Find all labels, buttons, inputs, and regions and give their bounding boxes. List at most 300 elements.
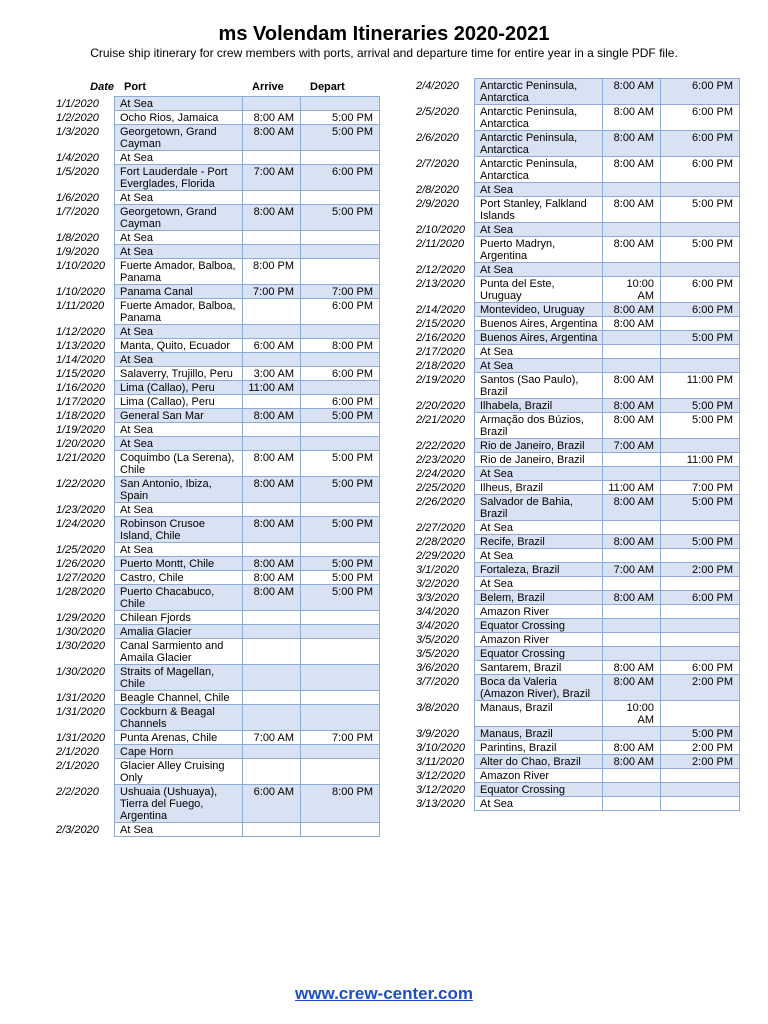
table-row bbox=[412, 548, 744, 562]
port-cell: Fuerte Amador, Balboa, Panama bbox=[114, 298, 242, 324]
itinerary-rows-left bbox=[52, 96, 384, 837]
arrive-cell: 8:00 AM bbox=[242, 110, 300, 124]
port-cell: Fort Lauderdale - Port Everglades, Florida bbox=[114, 164, 242, 190]
arrive-cell: 8:00 AM bbox=[602, 590, 660, 604]
arrive-cell: 8:00 AM bbox=[602, 104, 660, 130]
port-cell: Port Stanley, Falkland Islands bbox=[474, 196, 602, 222]
arrive-cell: 10:00 AM bbox=[602, 276, 660, 302]
port-cell: Amalia Glacier bbox=[114, 624, 242, 638]
port-cell: Puerto Chacabuco, Chile bbox=[114, 584, 242, 610]
port-cell: At Sea bbox=[474, 262, 602, 276]
depart-cell bbox=[300, 822, 380, 837]
port-cell: Georgetown, Grand Cayman bbox=[114, 204, 242, 230]
arrive-cell: 8:00 AM bbox=[242, 450, 300, 476]
arrive-cell bbox=[602, 452, 660, 466]
date-cell: 1/2/2020 bbox=[56, 112, 99, 124]
depart-cell: 6:00 PM bbox=[300, 394, 380, 408]
table-row bbox=[52, 690, 384, 704]
date-cell: 1/8/2020 bbox=[56, 232, 99, 244]
arrive-cell: 7:00 AM bbox=[602, 562, 660, 576]
date-cell: 1/3/2020 bbox=[56, 126, 99, 138]
port-cell: Amazon River bbox=[474, 768, 602, 782]
table-row bbox=[412, 754, 744, 768]
arrive-cell: 8:00 AM bbox=[602, 494, 660, 520]
table-row bbox=[52, 664, 384, 690]
table-row bbox=[52, 258, 384, 284]
date-cell: 2/1/2020 bbox=[56, 760, 99, 772]
depart-cell bbox=[300, 422, 380, 436]
date-cell: 1/30/2020 bbox=[56, 640, 105, 652]
port-cell: At Sea bbox=[114, 96, 242, 110]
arrive-cell bbox=[602, 604, 660, 618]
port-cell: Ilhabela, Brazil bbox=[474, 398, 602, 412]
table-row bbox=[412, 466, 744, 480]
depart-cell bbox=[300, 638, 380, 664]
date-cell: 2/3/2020 bbox=[56, 824, 99, 836]
arrive-cell bbox=[242, 150, 300, 164]
arrive-cell: 8:00 AM bbox=[602, 372, 660, 398]
itinerary-column-right bbox=[412, 78, 744, 811]
depart-cell bbox=[660, 768, 740, 782]
date-cell: 2/25/2020 bbox=[416, 482, 465, 494]
port-cell: At Sea bbox=[114, 542, 242, 556]
depart-cell bbox=[660, 646, 740, 660]
port-cell: At Sea bbox=[114, 502, 242, 516]
port-cell: At Sea bbox=[114, 822, 242, 837]
date-cell: 3/8/2020 bbox=[416, 702, 459, 714]
depart-cell: 5:00 PM bbox=[300, 584, 380, 610]
date-cell: 3/10/2020 bbox=[416, 742, 465, 754]
itinerary-rows-right bbox=[412, 78, 744, 811]
table-row bbox=[412, 316, 744, 330]
table-row bbox=[52, 704, 384, 730]
port-cell: At Sea bbox=[114, 352, 242, 366]
table-row bbox=[412, 156, 744, 182]
arrive-cell bbox=[602, 646, 660, 660]
date-cell: 3/6/2020 bbox=[416, 662, 459, 674]
arrive-cell: 8:00 AM bbox=[602, 740, 660, 754]
table-row bbox=[52, 96, 384, 110]
depart-cell: 5:00 PM bbox=[300, 476, 380, 502]
depart-cell: 6:00 PM bbox=[300, 366, 380, 380]
port-cell: Punta Arenas, Chile bbox=[114, 730, 242, 744]
date-cell: 1/7/2020 bbox=[56, 206, 99, 218]
port-cell: At Sea bbox=[474, 576, 602, 590]
table-row bbox=[412, 494, 744, 520]
depart-cell: 5:00 PM bbox=[660, 398, 740, 412]
arrive-cell bbox=[242, 690, 300, 704]
depart-cell: 6:00 PM bbox=[660, 302, 740, 316]
depart-cell bbox=[300, 624, 380, 638]
depart-cell bbox=[660, 262, 740, 276]
arrive-cell bbox=[602, 548, 660, 562]
port-cell: Santarem, Brazil bbox=[474, 660, 602, 674]
date-cell: 2/16/2020 bbox=[416, 332, 465, 344]
date-cell: 2/26/2020 bbox=[416, 496, 465, 508]
arrive-cell bbox=[242, 298, 300, 324]
arrive-cell: 8:00 AM bbox=[242, 408, 300, 422]
date-cell: 1/31/2020 bbox=[56, 732, 105, 744]
table-row bbox=[412, 480, 744, 494]
date-cell: 1/25/2020 bbox=[56, 544, 105, 556]
date-cell: 2/27/2020 bbox=[416, 522, 465, 534]
table-row bbox=[412, 236, 744, 262]
table-row bbox=[412, 632, 744, 646]
table-row bbox=[52, 190, 384, 204]
date-cell: 1/1/2020 bbox=[56, 98, 99, 110]
port-cell: Equator Crossing bbox=[474, 618, 602, 632]
arrive-cell bbox=[242, 610, 300, 624]
depart-cell bbox=[660, 782, 740, 796]
date-cell: 3/12/2020 bbox=[416, 784, 465, 796]
date-cell: 1/5/2020 bbox=[56, 166, 99, 178]
port-cell: Lima (Callao), Peru bbox=[114, 394, 242, 408]
depart-cell bbox=[300, 610, 380, 624]
date-cell: 3/5/2020 bbox=[416, 648, 459, 660]
table-row bbox=[52, 570, 384, 584]
arrive-cell bbox=[602, 358, 660, 372]
date-cell: 2/2/2020 bbox=[56, 786, 99, 798]
port-cell: Cockburn & Beagal Channels bbox=[114, 704, 242, 730]
date-cell: 1/26/2020 bbox=[56, 558, 105, 570]
depart-cell bbox=[300, 704, 380, 730]
depart-cell bbox=[300, 324, 380, 338]
port-cell: Straits of Magellan, Chile bbox=[114, 664, 242, 690]
date-cell: 1/18/2020 bbox=[56, 410, 105, 422]
depart-cell bbox=[300, 190, 380, 204]
depart-cell: 6:00 PM bbox=[660, 276, 740, 302]
date-cell: 2/14/2020 bbox=[416, 304, 465, 316]
date-cell: 2/9/2020 bbox=[416, 198, 459, 210]
arrive-cell: 8:00 AM bbox=[602, 156, 660, 182]
port-cell: Rio de Janeiro, Brazil bbox=[474, 452, 602, 466]
arrive-cell bbox=[602, 782, 660, 796]
port-cell: Coquimbo (La Serena), Chile bbox=[114, 450, 242, 476]
depart-cell bbox=[300, 664, 380, 690]
table-row bbox=[412, 674, 744, 700]
arrive-cell: 8:00 AM bbox=[242, 584, 300, 610]
table-row bbox=[52, 624, 384, 638]
port-cell: At Sea bbox=[114, 436, 242, 450]
header-arrive: Arrive bbox=[252, 81, 284, 93]
arrive-cell: 8:00 AM bbox=[242, 476, 300, 502]
arrive-cell: 8:00 AM bbox=[242, 204, 300, 230]
port-cell: At Sea bbox=[474, 358, 602, 372]
table-row bbox=[52, 542, 384, 556]
table-row bbox=[52, 164, 384, 190]
port-cell: Buenos Aires, Argentina bbox=[474, 330, 602, 344]
date-cell: 2/10/2020 bbox=[416, 224, 465, 236]
depart-cell: 5:00 PM bbox=[300, 450, 380, 476]
arrive-cell bbox=[242, 502, 300, 516]
arrive-cell: 7:00 AM bbox=[602, 438, 660, 452]
arrive-cell: 8:00 AM bbox=[602, 302, 660, 316]
depart-cell bbox=[660, 618, 740, 632]
depart-cell: 5:00 PM bbox=[660, 534, 740, 548]
table-row bbox=[412, 452, 744, 466]
port-cell: Antarctic Peninsula, Antarctica bbox=[474, 130, 602, 156]
depart-cell bbox=[300, 744, 380, 758]
port-cell: Cape Horn bbox=[114, 744, 242, 758]
date-cell: 2/7/2020 bbox=[416, 158, 459, 170]
date-cell: 1/31/2020 bbox=[56, 692, 105, 704]
date-cell: 2/5/2020 bbox=[416, 106, 459, 118]
arrive-cell bbox=[242, 758, 300, 784]
depart-cell: 5:00 PM bbox=[660, 726, 740, 740]
port-cell: Fuerte Amador, Balboa, Panama bbox=[114, 258, 242, 284]
port-cell: Chilean Fjords bbox=[114, 610, 242, 624]
date-cell: 2/11/2020 bbox=[416, 238, 465, 250]
table-row bbox=[412, 726, 744, 740]
arrive-cell: 8:00 AM bbox=[602, 674, 660, 700]
table-row bbox=[52, 298, 384, 324]
port-cell: Santos (Sao Paulo), Brazil bbox=[474, 372, 602, 398]
port-cell: Ilheus, Brazil bbox=[474, 480, 602, 494]
depart-cell bbox=[300, 150, 380, 164]
date-cell: 1/14/2020 bbox=[56, 354, 105, 366]
date-cell: 3/7/2020 bbox=[416, 676, 459, 688]
arrive-cell bbox=[242, 664, 300, 690]
date-cell: 1/29/2020 bbox=[56, 612, 105, 624]
table-row bbox=[412, 796, 744, 811]
depart-cell bbox=[300, 96, 380, 110]
arrive-cell: 6:00 AM bbox=[242, 338, 300, 352]
table-row bbox=[52, 502, 384, 516]
table-row bbox=[52, 516, 384, 542]
depart-cell: 7:00 PM bbox=[300, 730, 380, 744]
depart-cell: 2:00 PM bbox=[660, 740, 740, 754]
port-cell: Fortaleza, Brazil bbox=[474, 562, 602, 576]
footer-link[interactable]: www.crew-center.com bbox=[295, 984, 473, 1003]
date-cell: 2/20/2020 bbox=[416, 400, 465, 412]
depart-cell: 5:00 PM bbox=[300, 408, 380, 422]
table-row bbox=[52, 610, 384, 624]
table-row bbox=[412, 768, 744, 782]
depart-cell bbox=[300, 230, 380, 244]
date-cell: 1/15/2020 bbox=[56, 368, 105, 380]
date-cell: 3/2/2020 bbox=[416, 578, 459, 590]
depart-cell: 6:00 PM bbox=[660, 156, 740, 182]
port-cell: Ocho Rios, Jamaica bbox=[114, 110, 242, 124]
port-cell: Salaverry, Trujillo, Peru bbox=[114, 366, 242, 380]
table-row bbox=[412, 104, 744, 130]
date-cell: 1/21/2020 bbox=[56, 452, 105, 464]
port-cell: Equator Crossing bbox=[474, 646, 602, 660]
table-row bbox=[52, 584, 384, 610]
date-cell: 3/5/2020 bbox=[416, 634, 459, 646]
arrive-cell bbox=[602, 632, 660, 646]
table-row bbox=[52, 436, 384, 450]
arrive-cell bbox=[602, 330, 660, 344]
table-row bbox=[412, 330, 744, 344]
depart-cell: 6:00 PM bbox=[300, 298, 380, 324]
table-row bbox=[52, 422, 384, 436]
arrive-cell bbox=[242, 422, 300, 436]
port-cell: Armação dos Búzios, Brazil bbox=[474, 412, 602, 438]
arrive-cell: 8:00 AM bbox=[242, 516, 300, 542]
table-row bbox=[52, 284, 384, 298]
date-cell: 1/22/2020 bbox=[56, 478, 105, 490]
depart-cell: 6:00 PM bbox=[660, 130, 740, 156]
date-cell: 2/18/2020 bbox=[416, 360, 465, 372]
arrive-cell: 8:00 AM bbox=[602, 130, 660, 156]
table-row bbox=[412, 782, 744, 796]
date-cell: 2/29/2020 bbox=[416, 550, 465, 562]
port-cell: Glacier Alley Cruising Only bbox=[114, 758, 242, 784]
date-cell: 2/19/2020 bbox=[416, 374, 465, 386]
table-row bbox=[52, 204, 384, 230]
date-cell: 2/15/2020 bbox=[416, 318, 465, 330]
date-cell: 1/9/2020 bbox=[56, 246, 99, 258]
depart-cell: 5:00 PM bbox=[300, 124, 380, 150]
date-cell: 2/6/2020 bbox=[416, 132, 459, 144]
depart-cell bbox=[660, 796, 740, 811]
table-row bbox=[412, 700, 744, 726]
arrive-cell bbox=[242, 96, 300, 110]
depart-cell: 2:00 PM bbox=[660, 674, 740, 700]
arrive-cell: 8:00 AM bbox=[602, 78, 660, 104]
table-row bbox=[412, 646, 744, 660]
table-row bbox=[52, 408, 384, 422]
depart-cell bbox=[300, 436, 380, 450]
table-row bbox=[52, 380, 384, 394]
port-cell: Panama Canal bbox=[114, 284, 242, 298]
port-cell: Parintins, Brazil bbox=[474, 740, 602, 754]
port-cell: At Sea bbox=[114, 244, 242, 258]
arrive-cell bbox=[242, 624, 300, 638]
arrive-cell: 11:00 AM bbox=[242, 380, 300, 394]
table-row bbox=[52, 230, 384, 244]
depart-cell bbox=[660, 438, 740, 452]
arrive-cell bbox=[602, 520, 660, 534]
table-row bbox=[412, 276, 744, 302]
depart-cell: 6:00 PM bbox=[660, 660, 740, 674]
arrive-cell bbox=[602, 262, 660, 276]
depart-cell bbox=[660, 576, 740, 590]
date-cell: 1/16/2020 bbox=[56, 382, 105, 394]
table-row bbox=[412, 438, 744, 452]
port-cell: At Sea bbox=[114, 230, 242, 244]
depart-cell: 5:00 PM bbox=[660, 494, 740, 520]
table-row bbox=[412, 196, 744, 222]
depart-cell: 5:00 PM bbox=[300, 556, 380, 570]
port-cell: At Sea bbox=[114, 190, 242, 204]
date-cell: 2/12/2020 bbox=[416, 264, 465, 276]
depart-cell bbox=[660, 358, 740, 372]
depart-cell: 2:00 PM bbox=[660, 562, 740, 576]
arrive-cell: 8:00 AM bbox=[602, 412, 660, 438]
arrive-cell bbox=[602, 576, 660, 590]
itinerary-column-left bbox=[52, 78, 384, 837]
arrive-cell: 6:00 AM bbox=[242, 784, 300, 822]
date-cell: 3/3/2020 bbox=[416, 592, 459, 604]
depart-cell: 6:00 PM bbox=[660, 104, 740, 130]
depart-cell bbox=[660, 548, 740, 562]
date-cell: 1/4/2020 bbox=[56, 152, 99, 164]
port-cell: At Sea bbox=[474, 520, 602, 534]
date-cell: 3/11/2020 bbox=[416, 756, 465, 768]
depart-cell bbox=[660, 344, 740, 358]
table-row bbox=[412, 398, 744, 412]
depart-cell bbox=[300, 244, 380, 258]
date-cell: 2/22/2020 bbox=[416, 440, 465, 452]
arrive-cell bbox=[242, 744, 300, 758]
port-cell: Ushuaia (Ushuaya), Tierra del Fuego, Argentina bbox=[114, 784, 242, 822]
table-row bbox=[412, 262, 744, 276]
arrive-cell: 3:00 AM bbox=[242, 366, 300, 380]
table-row bbox=[52, 352, 384, 366]
port-cell: Canal Sarmiento and Amaila Glacier bbox=[114, 638, 242, 664]
depart-cell: 5:00 PM bbox=[300, 204, 380, 230]
depart-cell: 5:00 PM bbox=[660, 196, 740, 222]
date-cell: 3/1/2020 bbox=[416, 564, 459, 576]
port-cell: At Sea bbox=[114, 422, 242, 436]
depart-cell bbox=[660, 466, 740, 480]
port-cell: Equator Crossing bbox=[474, 782, 602, 796]
date-cell: 1/28/2020 bbox=[56, 586, 105, 598]
date-cell: 2/17/2020 bbox=[416, 346, 465, 358]
arrive-cell: 8:00 AM bbox=[602, 196, 660, 222]
table-row bbox=[412, 576, 744, 590]
depart-cell bbox=[660, 520, 740, 534]
depart-cell: 11:00 PM bbox=[660, 372, 740, 398]
table-row bbox=[52, 744, 384, 758]
date-cell: 1/30/2020 bbox=[56, 626, 105, 638]
arrive-cell bbox=[242, 352, 300, 366]
arrive-cell: 8:00 AM bbox=[242, 124, 300, 150]
arrive-cell: 8:00 AM bbox=[602, 236, 660, 262]
depart-cell bbox=[660, 700, 740, 726]
depart-cell bbox=[660, 182, 740, 196]
depart-cell: 11:00 PM bbox=[660, 452, 740, 466]
depart-cell: 7:00 PM bbox=[300, 284, 380, 298]
arrive-cell bbox=[242, 704, 300, 730]
depart-cell bbox=[300, 352, 380, 366]
port-cell: Manaus, Brazil bbox=[474, 726, 602, 740]
table-row bbox=[52, 476, 384, 502]
port-cell: Lima (Callao), Peru bbox=[114, 380, 242, 394]
table-row bbox=[52, 338, 384, 352]
arrive-cell bbox=[602, 796, 660, 811]
port-cell: Amazon River bbox=[474, 604, 602, 618]
port-cell: San Antonio, Ibiza, Spain bbox=[114, 476, 242, 502]
port-cell: Recife, Brazil bbox=[474, 534, 602, 548]
port-cell: Antarctic Peninsula, Antarctica bbox=[474, 104, 602, 130]
date-cell: 2/8/2020 bbox=[416, 184, 459, 196]
arrive-cell: 7:00 AM bbox=[242, 730, 300, 744]
port-cell: Robinson Crusoe Island, Chile bbox=[114, 516, 242, 542]
table-row bbox=[412, 618, 744, 632]
header-port: Port bbox=[124, 81, 146, 93]
date-cell: 2/1/2020 bbox=[56, 746, 99, 758]
port-cell: Puerto Montt, Chile bbox=[114, 556, 242, 570]
table-row bbox=[412, 520, 744, 534]
table-row bbox=[52, 394, 384, 408]
table-row bbox=[412, 78, 744, 104]
table-row bbox=[52, 324, 384, 338]
port-cell: At Sea bbox=[474, 222, 602, 236]
port-cell: Beagle Channel, Chile bbox=[114, 690, 242, 704]
header-depart: Depart bbox=[310, 81, 345, 93]
depart-cell: 7:00 PM bbox=[660, 480, 740, 494]
table-row bbox=[412, 590, 744, 604]
date-cell: 1/19/2020 bbox=[56, 424, 105, 436]
depart-cell bbox=[300, 258, 380, 284]
table-row bbox=[52, 244, 384, 258]
arrive-cell bbox=[602, 726, 660, 740]
arrive-cell: 8:00 AM bbox=[242, 556, 300, 570]
arrive-cell: 10:00 AM bbox=[602, 700, 660, 726]
